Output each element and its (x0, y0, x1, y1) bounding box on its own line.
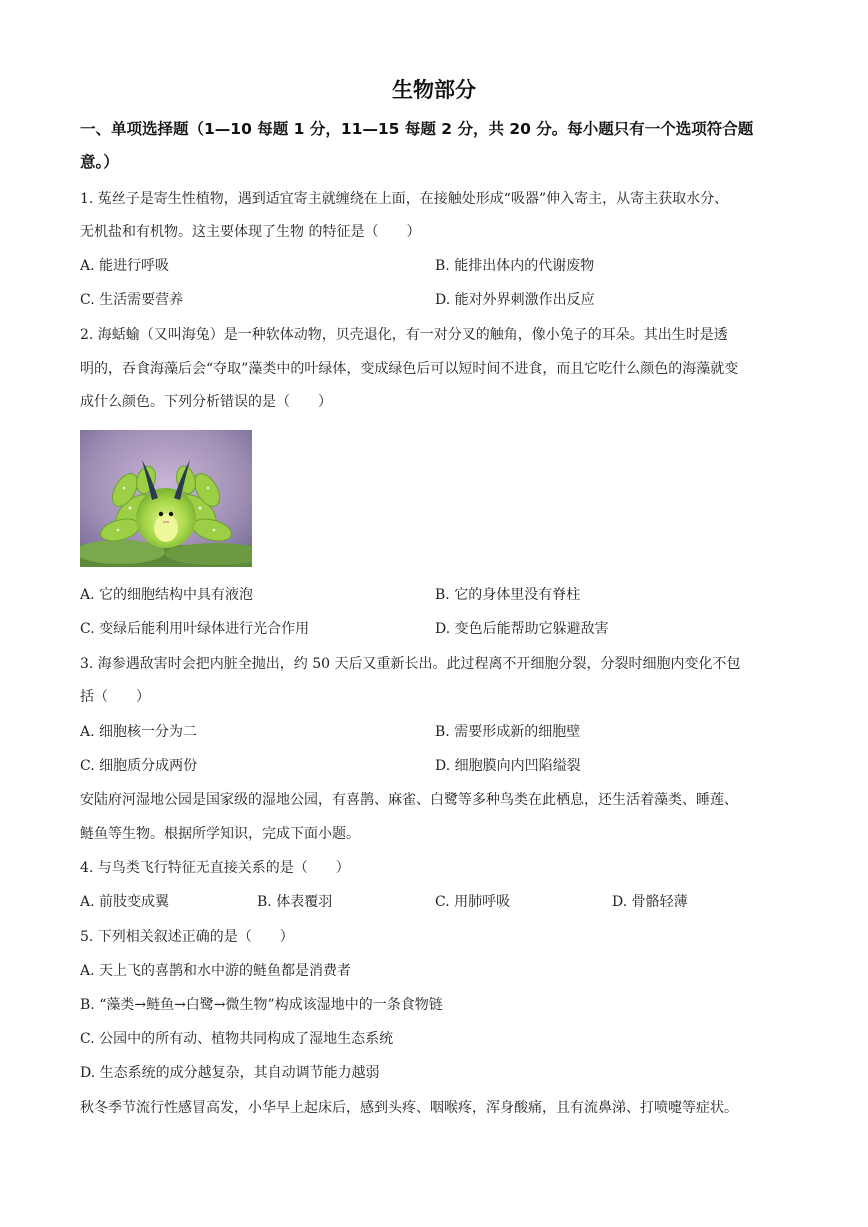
page-title: 生物部分 (392, 78, 476, 102)
q4-stem: 4. 与鸟类飞行特征无直接关系的是（ ） (80, 860, 350, 876)
q3-option-b: B. 需要形成新的细胞壁 (435, 724, 581, 740)
q5-stem: 5. 下列相关叙述正确的是（ ） (80, 929, 294, 945)
q2-stem-line1: 2. 海蛞蝓（又叫海兔）是一种软体动物，贝壳退化，有一对分叉的触角，像小兔子的耳朵。其出生时是透 (80, 327, 728, 343)
q1-option-c: C. 生活需要营养 (80, 292, 184, 308)
q2-option-a: A. 它的细胞结构中具有液泡 (80, 587, 254, 603)
q1-option-b: B. 能排出体内的代谢废物 (435, 258, 595, 274)
section-heading-line2: 意。） (80, 153, 119, 171)
q4-option-b: B. 体表覆羽 (257, 894, 333, 910)
passage-line2: 鲢鱼等生物。根据所学知识，完成下面小题。 (80, 826, 360, 842)
q4-option-a: A. 前肢变成翼 (80, 894, 170, 910)
q5-option-d: D. 生态系统的成分越复杂，其自动调节能力越弱 (80, 1065, 380, 1081)
q2-stem-line2: 明的，吞食海藻后会“夺取”藻类中的叶绿体，变成绿色后可以短时间不进食，而且它吃什么颜色的海藻就变 (80, 361, 739, 377)
q2-option-c: C. 变绿后能利用叶绿体进行光合作用 (80, 621, 310, 637)
q3-stem-line2: 括（ ） (80, 689, 150, 705)
passage-line1: 安陆府河湿地公园是国家级的湿地公园，有喜鹊、麻雀、白鹭等多种鸟类在此栖息，还生活着藻类、睡莲、 (80, 792, 738, 808)
q3-stem-line1: 3. 海参遇敌害时会把内脏全抛出，约 50 天后又重新长出。此过程离不开细胞分裂，分裂时细胞内变化不包 (80, 656, 741, 672)
q5-option-c: C. 公园中的所有动、植物共同构成了湿地生态系统 (80, 1031, 394, 1047)
q4-option-c: C. 用肺呼吸 (435, 894, 511, 910)
q3-option-a: A. 细胞核一分为二 (80, 724, 198, 740)
q1-stem-line1: 1. 菟丝子是寄生性植物，遇到适宜寄主就缠绕在上面，在接触处形成“吸器”伸入寄主，从寄主获取水分、 (80, 191, 729, 207)
sea-slug-photo (80, 430, 252, 567)
q4-option-d: D. 骨骼轻薄 (612, 894, 688, 910)
q2-stem-line3: 成什么颜色。下列分析错误的是（ ） (80, 394, 332, 410)
q3-option-c: C. 细胞质分成两份 (80, 758, 198, 774)
q2-option-b: B. 它的身体里没有脊柱 (435, 587, 581, 603)
section-heading-line1: 一、单项选择题（1—10 每题 1 分，11—15 每题 2 分，共 20 分。每小题只有一个选项符合题 (80, 120, 754, 138)
q1-option-d: D. 能对外界刺激作出反应 (435, 292, 595, 308)
q5-option-a: A. 天上飞的喜鹊和水中游的鲢鱼都是消费者 (80, 963, 352, 979)
q3-option-d: D. 细胞膜向内凹陷缢裂 (435, 758, 581, 774)
q5-option-b: B. “藻类→鲢鱼→白鹭→微生物”构成该湿地中的一条食物链 (80, 997, 443, 1013)
q1-option-a: A. 能进行呼吸 (80, 258, 170, 274)
sea-slug-illustration (80, 430, 252, 567)
passage-flu: 秋冬季节流行性感冒高发，小华早上起床后，感到头疼、咽喉疼，浑身酸痛，且有流鼻涕、打喷嚏等症状。 (80, 1100, 738, 1116)
q1-stem-line2: 无机盐和有机物。这主要体现了生物 的特征是（ ） (80, 224, 421, 240)
q2-option-d: D. 变色后能帮助它躲避敌害 (435, 621, 609, 637)
